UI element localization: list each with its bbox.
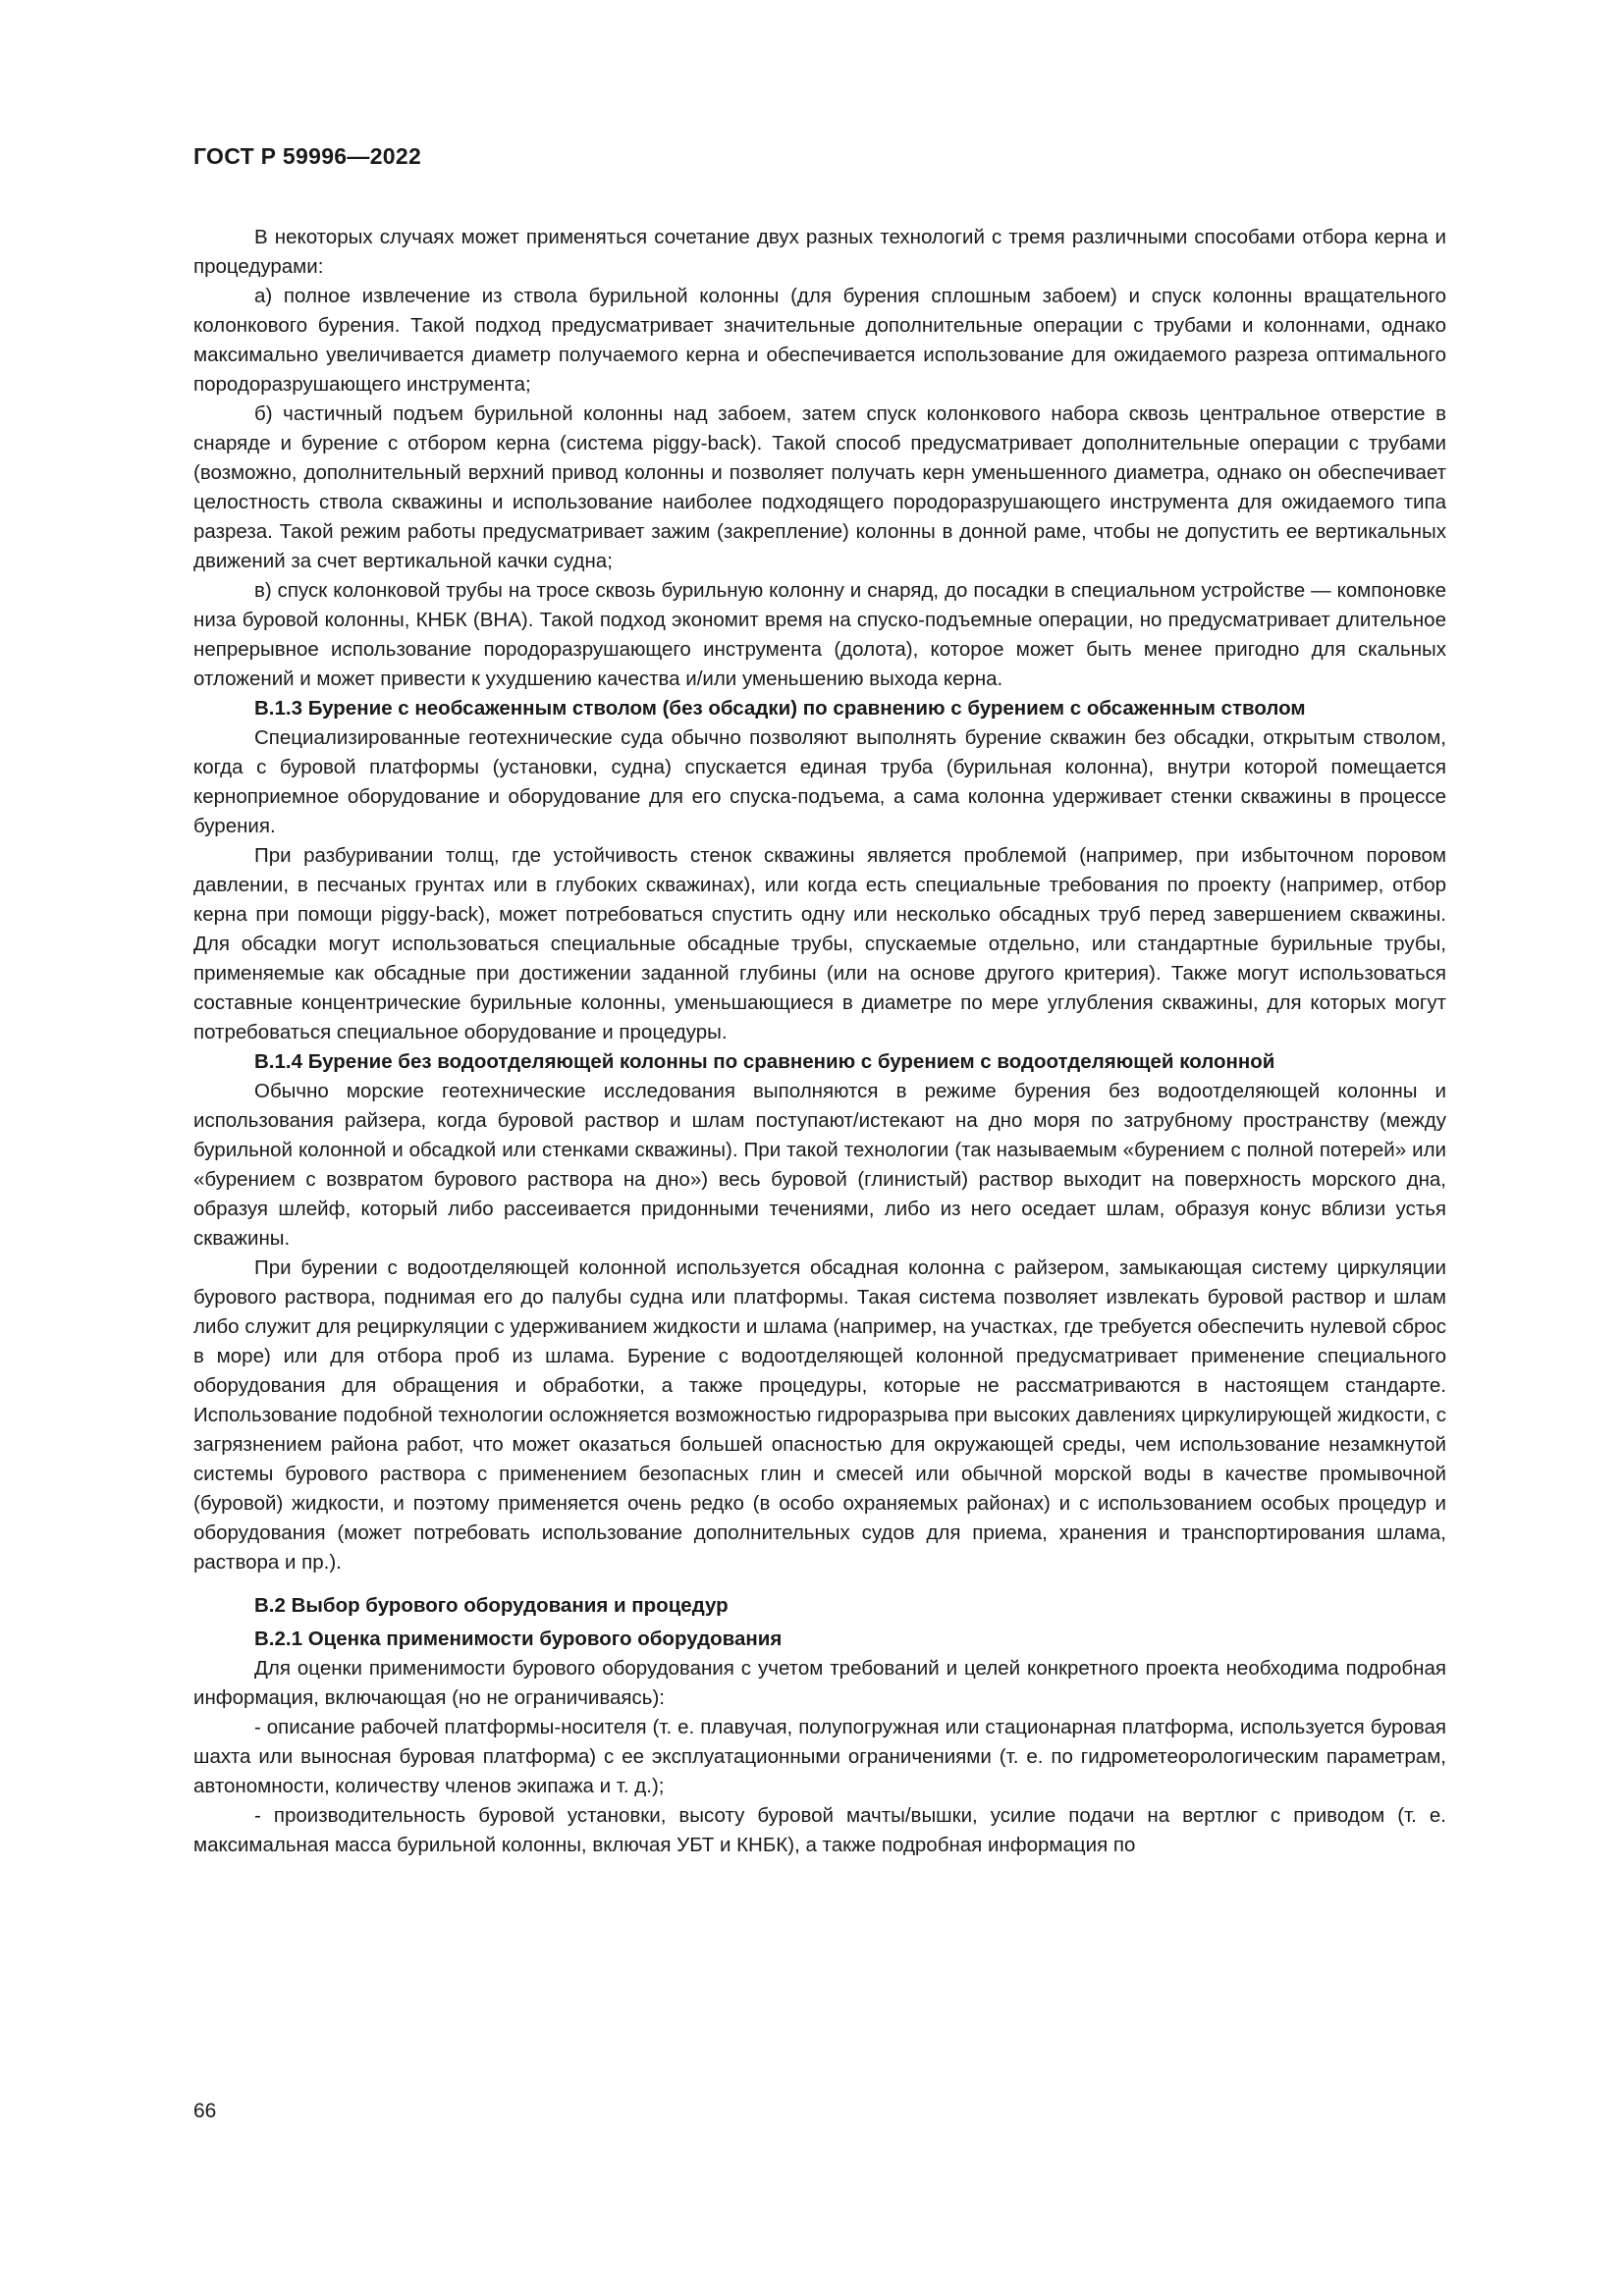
list-item-platform: - описание рабочей платформы-носителя (т. е. плавучая, полупогружная или стационарная платформа, используется буровая шахта или выносная буровая платформа) с ее эксплуатационными ограничениями (т. е. по гидрометеорологическим параметрам, автономности, количеству членов экипажа и т. д.); [193,1716,1446,1797]
paragraph-riserless: Обычно морские геотехнические исследования выполняются в режиме бурения без водоотделяющей колонны и использования райзера, когда буровой раствор и шлам поступают/истекают на дно моря по затрубному пространству (между бурильной колонной и обсадкой или стенками скважины). При такой технологии (так называемым «бурением с полной потерей» или «бурением с возвратом бурового раствора на дно») весь буровой (глинистый) раствор выходит на поверхность морского дна, образуя шлейф, который либо рассеивается придонными течениями, либо из него оседает шлам, образуя конус вблизи устья скважины. [193,1080,1446,1250]
paragraph-item-a: а) полное извлечение из ствола бурильной колонны (для бурения сплошным забоем) и спуск колонны вращательного колонкового бурения. Такой подход предусматривает значительные дополнительные операции с трубами и колоннами, однако максимально увеличивается диаметр получаемого керна и обеспечивается использование для ожидаемого разреза оптимального породоразрушающего инструмента; [193,285,1446,396]
paragraph-assessment: Для оценки применимости бурового оборудования с учетом требований и целей конкретного проекта необходима подробная информация, включающая (но не ограничиваясь): [193,1657,1446,1709]
paragraph-item-v: в) спуск колонковой трубы на тросе сквозь бурильную колонну и снаряд, до посадки в специальном устройстве — компоновке низа буровой колонны, КНБК (ВНА). Такой подход экономит время на спуско-подъемные операции, но предусматривает длительное непрерывное использование породоразрушающего инструмента (долота), которое может быть менее пригодно для скальных отложений и может привести к ухудшению качества и/или уменьшению выхода керна. [193,579,1446,690]
section-heading-b-1-4: B.1.4 Бурение без водоотделяющей колонны по сравнению с бурением с водоотделяющей колонной [254,1050,1275,1073]
document-body [193,223,1446,1860]
paragraph-riser: При бурении с водоотделяющей колонной используется обсадная колонна с райзером, замыкающая систему циркуляции бурового раствора, поднимая его до палубы судна или платформы. Такая система позволяет извлекать буровой раствор и шлам либо служит для рециркуляции с удерживанием жидкости и шлама (например, на участках, где требуется обеспечить нулевой сброс в море) или для отбора проб из шлама. Бурение с водоотделяющей колонной предусматривает применение специального оборудования для обращения и обработки, а также процедуры, которые не рассматриваются в настоящем стандарте. Использование подобной технологии осложняется возможностью гидроразрыва при высоких давлениях циркулирующей жидкости, с загрязнением района работ, что может оказаться большей опасностью для окружающей среды, чем использование незамкнутой системы бурового раствора с применением безопасных глин и смесей или обычной морской воды в качестве промывочной (буровой) жидкости, и поэтому применяется очень редко (в особо охраняемых районах) и с использованием особых процедур и оборудования (может потребовать использование дополнительных судов для приема, хранения и транспортирования шлама, раствора и пр.). [193,1256,1446,1574]
paragraph-casing: При разбуривании толщ, где устойчивость стенок скважины является проблемой (например, при избыточном поровом давлении, в песчаных грунтах или в глубоких скважинах), или когда есть специальные требования по проекту (например, отбор керна при помощи piggy-back), может потребоваться спустить одну или несколько обсадных труб перед завершением скважины. Для обсадки могут использоваться специальные обсадные трубы, спускаемые отдельно, или стандартные бурильные трубы, применяемые как обсадные при достижении заданной глубины (или на основе другого критерия). Также могут использоваться составные концентрические бурильные колонны, уменьшающиеся в диаметре по мере углубления скважины, для которых могут потребоваться специальное оборудование и процедуры. [193,844,1446,1043]
list-item-rig-capacity: - производительность буровой установки, высоту буровой мачты/вышки, усилие подачи на вертлюг с приводом (т. е. максимальная масса бурильной колонны, включая УБТ и КНБК), а также подробная информация по [193,1804,1446,1856]
document-page [193,143,1446,1860]
page-number: 66 [193,2100,217,2122]
paragraph-open-hole: Специализированные геотехнические суда обычно позволяют выполнять бурение скважин без обсадки, открытым стволом, когда с буровой платформы (установки, судна) спускается единая труба (бурильная колонна), внутри которой помещается керноприемное оборудование и оборудование для его спуска-подъема, а сама колонна удерживает стенки скважины в процессе бурения. [193,726,1446,837]
document-code-header: ГОСТ Р 59996—2022 [193,143,422,169]
paragraph-intro: В некоторых случаях может применяться сочетание двух разных технологий с тремя различными способами отбора керна и процедурами: [193,226,1446,278]
section-heading-b-2-1: B.2.1 Оценка применимости бурового оборудования [254,1628,783,1650]
paragraph-item-b: б) частичный подъем бурильной колонны над забоем, затем спуск колонкового набора сквозь центральное отверстие в снаряде и бурение с отбором керна (система piggy-back). Такой способ предусматривает дополнительные операции с трубами (возможно, дополнительный верхний привод колонны и позволяет получать керн уменьшенного диаметра, однако он обеспечивает целостность ствола скважины и использование наиболее подходящего породоразрушающего инструмента для ожидаемого типа разреза. Такой режим работы предусматривает зажим (закрепление) колонны в донной раме, чтобы не допустить ее вертикальных движений за счет вертикальной качки судна; [193,402,1446,572]
section-heading-b-2: B.2 Выбор бурового оборудования и процедур [254,1594,729,1617]
section-heading-b-1-3: B.1.3 Бурение с необсаженным стволом (без обсадки) по сравнению с бурением с обсаженным стволом [254,697,1306,720]
